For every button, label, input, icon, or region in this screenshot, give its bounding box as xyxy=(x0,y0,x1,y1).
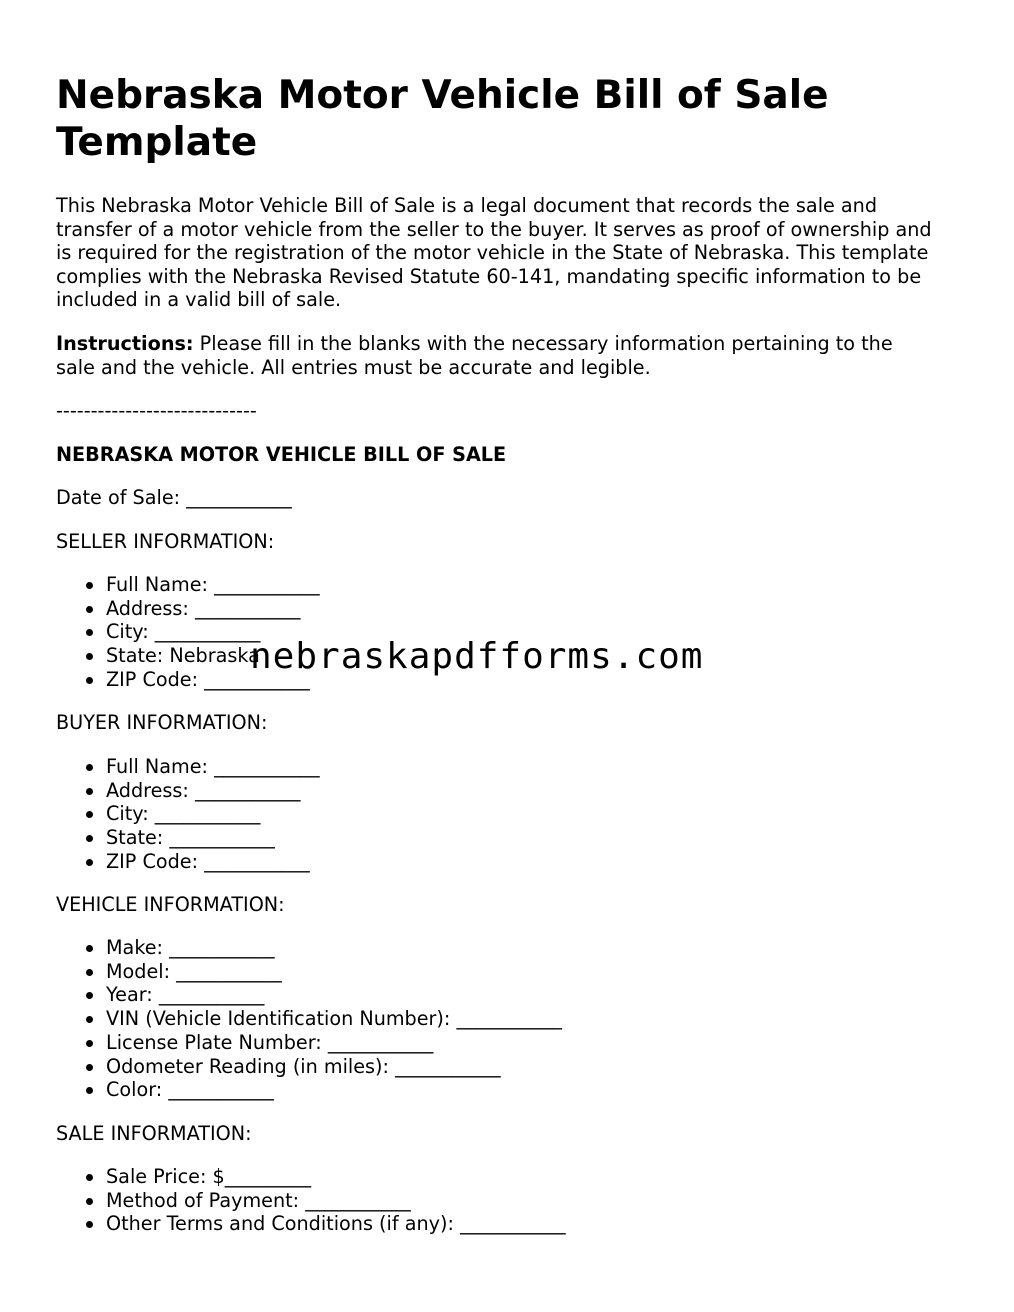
divider-line: ----------------------------- xyxy=(56,399,257,422)
vehicle-odometer-field: Odometer Reading (in miles): ___________ xyxy=(56,1055,562,1079)
page-title: Nebraska Motor Vehicle Bill of Sale Template xyxy=(56,73,829,165)
vehicle-vin-field: VIN (Vehicle Identification Number): ___________ xyxy=(56,1007,562,1031)
buyer-city-field: City: ___________ xyxy=(56,802,320,826)
sale-price-field: Sale Price: $_________ xyxy=(56,1165,566,1189)
buyer-full-name-field: Full Name: ___________ xyxy=(56,755,320,779)
vehicle-year-field: Year: ___________ xyxy=(56,983,562,1007)
buyer-heading: BUYER INFORMATION: xyxy=(56,711,268,734)
vehicle-color-field: Color: ___________ xyxy=(56,1078,562,1102)
seller-heading: SELLER INFORMATION: xyxy=(56,530,275,553)
seller-state-field: State: Nebraska xyxy=(56,644,320,668)
vehicle-heading: VEHICLE INFORMATION: xyxy=(56,893,285,916)
seller-address-field: Address: ___________ xyxy=(56,597,320,621)
seller-zip-field: ZIP Code: ___________ xyxy=(56,668,320,692)
buyer-list xyxy=(56,755,320,874)
sale-list xyxy=(56,1165,566,1236)
buyer-address-field: Address: ___________ xyxy=(56,779,320,803)
instructions-label: Instructions: xyxy=(56,332,194,355)
buyer-zip-field: ZIP Code: ___________ xyxy=(56,850,320,874)
sale-other-terms-field: Other Terms and Conditions (if any): ___________ xyxy=(56,1212,566,1236)
vehicle-plate-field: License Plate Number: ___________ xyxy=(56,1031,562,1055)
buyer-state-field: State: ___________ xyxy=(56,826,320,850)
vehicle-make-field: Make: ___________ xyxy=(56,936,562,960)
sale-payment-method-field: Method of Payment: ___________ xyxy=(56,1189,566,1213)
seller-full-name-field: Full Name: ___________ xyxy=(56,573,320,597)
intro-paragraph: This Nebraska Motor Vehicle Bill of Sale is a legal document that records the sale and transfer of a motor vehicle from the seller to the buyer. It serves as proof of ownership and is required for the registration of the motor vehicle in the State of Nebraska. This template complies with the Nebraska Revised Statute 60-141, mandating specific information to be included in a valid bill of sale. xyxy=(56,194,932,311)
instructions-paragraph xyxy=(56,332,936,379)
instructions-text: Please fill in the blanks with the necessary information pertaining to the sale and the vehicle. All entries must be accurate and legible. xyxy=(56,332,893,379)
date-of-sale-field: Date of Sale: ___________ xyxy=(56,486,292,509)
sale-heading: SALE INFORMATION: xyxy=(56,1122,252,1145)
form-title: NEBRASKA MOTOR VEHICLE BILL OF SALE xyxy=(56,443,507,466)
watermark-text: nebraskapdfforms.com xyxy=(250,636,704,677)
vehicle-model-field: Model: ___________ xyxy=(56,960,562,984)
seller-city-field: City: ___________ xyxy=(56,620,320,644)
vehicle-list xyxy=(56,936,562,1102)
